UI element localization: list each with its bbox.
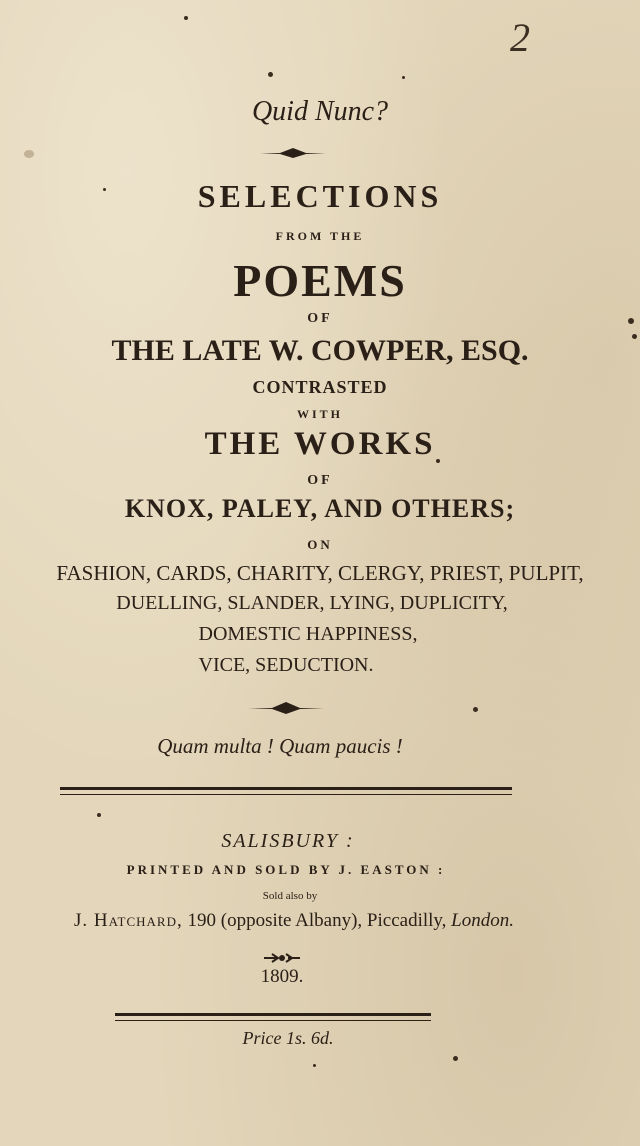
title-cowper: THE LATE W. COWPER, ESQ. [111, 334, 529, 367]
title-selections: SELECTIONS [197, 178, 443, 214]
foxing-speck [473, 707, 478, 712]
foxing-speck [97, 813, 101, 817]
foxing-speck [103, 188, 106, 191]
title-contrasted: CONTRASTED [252, 377, 388, 397]
foxing-speck [402, 76, 405, 79]
page-number: 2 [510, 15, 530, 60]
ornament-dash-top [258, 146, 328, 160]
bookseller-name: J. Hatchard, [73, 910, 183, 931]
title-subjects-3: DOMESTIC HAPPINESS, [198, 623, 418, 645]
bookseller-city: London. [451, 910, 514, 931]
title-of-2: OF [307, 473, 333, 488]
imprint-printer: PRINTED AND SOLD BY J. EASTON : [126, 862, 446, 877]
double-rule-top-thin [60, 794, 512, 795]
ornament-arrows [262, 952, 302, 964]
title-of-1: OF [307, 311, 333, 326]
motto-bottom: Quam multa ! Quam paucis ! [157, 734, 403, 758]
title-with: WITH [296, 407, 343, 421]
foxing-speck [24, 150, 34, 158]
title-on: ON [307, 537, 333, 552]
title-from-the: FROM THE [275, 229, 365, 243]
title-poems: POEMS [233, 255, 407, 306]
imprint-year: 1809. [260, 966, 304, 987]
imprint-place: SALISBURY : [221, 830, 355, 852]
title-subjects-1: FASHION, CARDS, CHARITY, CLERGY, PRIEST, PULPIT, [56, 561, 584, 585]
title-knox-paley: KNOX, PALEY, AND OTHERS; [124, 494, 516, 523]
bookseller-address: 190 (opposite Albany), Piccadilly, [182, 910, 452, 931]
double-rule-top [60, 787, 512, 790]
imprint-sold-also: Sold also by [262, 890, 318, 902]
foxing-speck [632, 334, 637, 339]
foxing-speck [453, 1056, 458, 1061]
foxing-speck [313, 1064, 316, 1067]
double-rule-bottom [115, 1013, 431, 1016]
ornament-dash-middle [246, 700, 326, 716]
double-rule-bottom-thin [115, 1020, 431, 1021]
foxing-speck [628, 318, 634, 324]
foxing-speck [436, 459, 440, 463]
imprint-bookseller [0, 910, 614, 932]
price-note: Price 1s. 6d. [242, 1028, 334, 1048]
title-the-works: THE WORKS [204, 426, 436, 462]
foxing-speck [268, 72, 273, 77]
title-subjects-2: DUELLING, SLANDER, LYING, DUPLICITY, [116, 592, 508, 614]
motto-top: Quid Nunc? [251, 96, 389, 127]
foxing-speck [184, 16, 188, 20]
title-subjects-4: VICE, SEDUCTION. [198, 654, 374, 676]
